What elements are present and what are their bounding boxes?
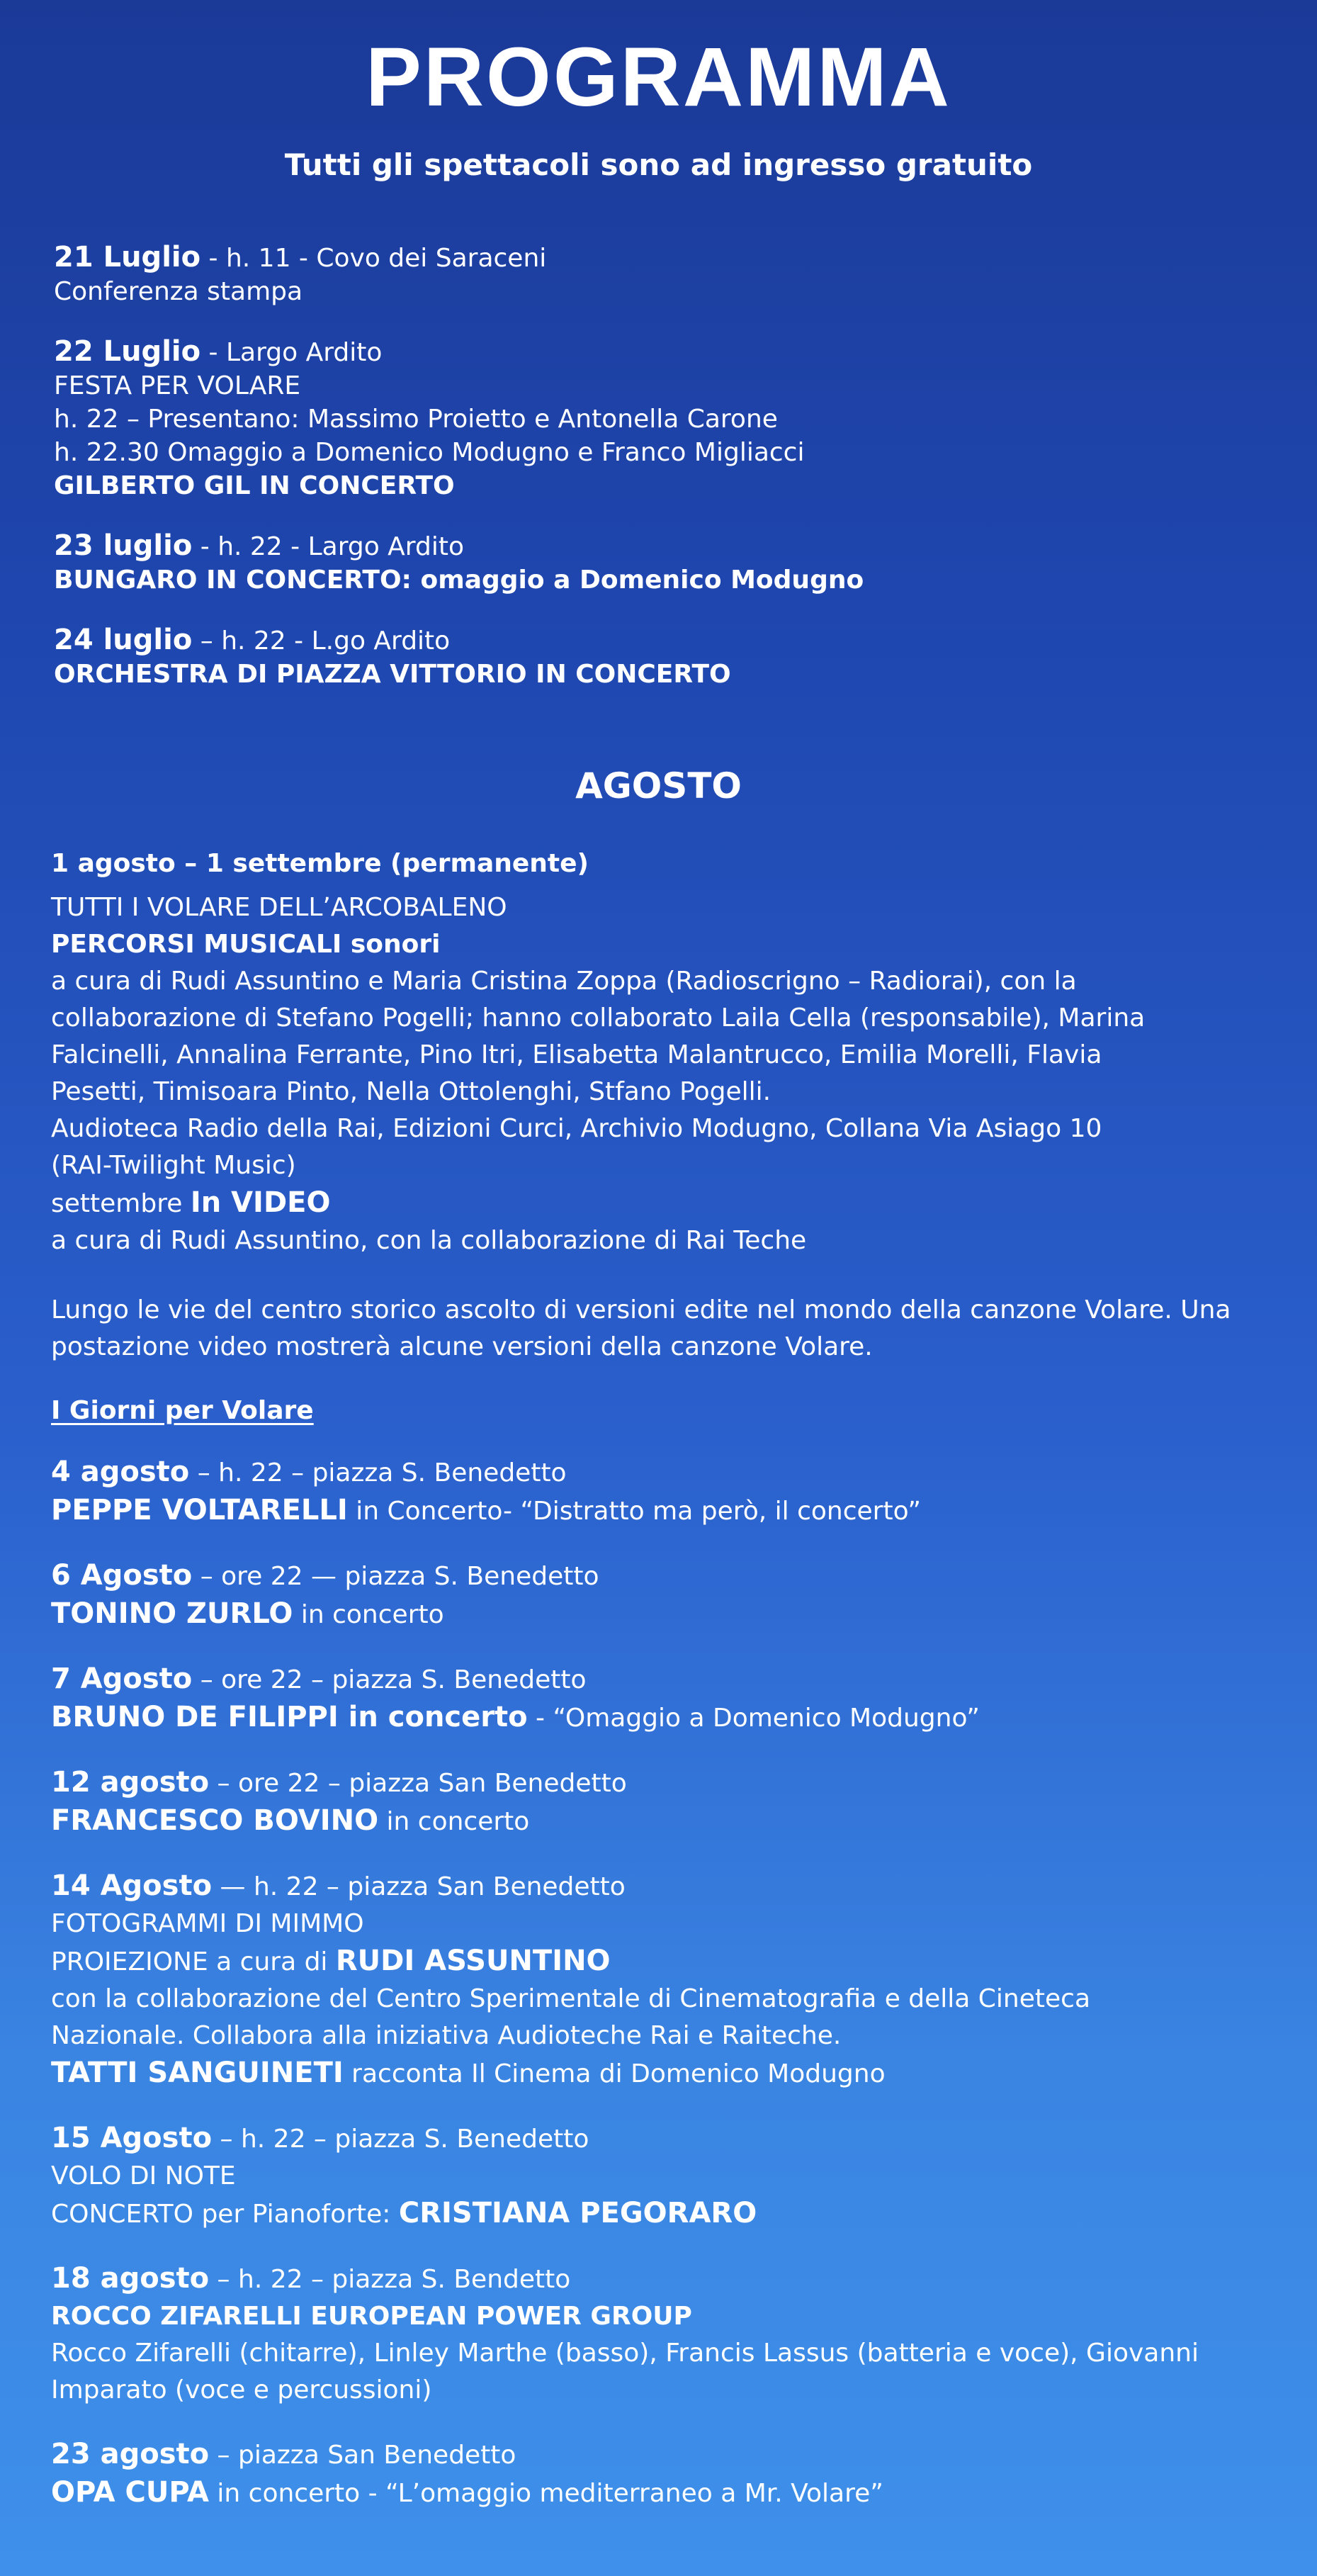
event-description: Nazionale. Collabora alla iniziativa Audioteche Rai e Raiteche.: [51, 2021, 842, 2050]
free-entry-subtitle: Tutti gli spettacoli sono ad ingresso gratuito: [284, 147, 1033, 182]
july-events: [54, 241, 1272, 718]
performer-name: FRANCESCO BOVINO: [51, 1804, 379, 1837]
event-date: 7 Agosto: [51, 1663, 193, 1695]
event-date: 12 agosto: [51, 1766, 210, 1799]
credits-line: a cura di Rudi Assuntino e Maria Cristina Zoppa (Radioscrigno – Radiorai), con la: [51, 967, 1077, 996]
event-info: — h. 22 – piazza San Benedetto: [212, 1872, 626, 1901]
august-heading: AGOSTO: [575, 765, 742, 806]
credits-line: Falcinelli, Annalina Ferrante, Pino Itri, Elisabetta Malantrucco, Emilia Morelli, Flavia: [51, 1040, 1102, 1069]
event-headline: BUNGARO IN CONCERTO: omaggio a Domenico Modugno: [54, 566, 864, 595]
event-info: – piazza San Benedetto: [209, 2441, 516, 2470]
description-line: postazione video mostrerà alcune versioni della canzone Volare.: [51, 1332, 873, 1361]
event-15-august: [51, 2120, 1277, 2233]
event-22-july: [54, 335, 1272, 502]
giorni-heading: I Giorni per Volare: [51, 1396, 314, 1425]
event-description: VOLO DI NOTE: [51, 2161, 236, 2190]
event-date: 22 Luglio: [54, 335, 201, 368]
video-month: settembre: [51, 1189, 191, 1218]
credits-line: Pesetti, Timisoara Pinto, Nella Ottolenghi, Stfano Pogelli.: [51, 1077, 771, 1106]
event-description: Imparato (voce e percussioni): [51, 2375, 432, 2405]
event-info: - h. 11 - Covo dei Saraceni: [200, 244, 547, 273]
credits-line: collaborazione di Stefano Pogelli; hanno collaborato Laila Cella (responsabile), Marina: [51, 1003, 1146, 1033]
event-date: 14 Agosto: [51, 1869, 213, 1902]
event-7-august: [51, 1660, 1277, 1737]
august-events: [51, 845, 1277, 2539]
event-date: 1 agosto – 1 settembre (permanente): [51, 849, 589, 878]
event-description: in concerto: [293, 1600, 444, 1629]
event-date: 15 Agosto: [51, 2122, 213, 2154]
event-6-august: [51, 1557, 1277, 1633]
event-date: 4 agosto: [51, 1456, 190, 1488]
event-info: – h. 22 – piazza S. Bendetto: [209, 2265, 571, 2294]
event-info: – ore 22 – piazza S. Benedetto: [192, 1665, 587, 1694]
performer-name: RUDI ASSUNTINO: [335, 1945, 611, 1977]
video-title: In VIDEO: [190, 1186, 331, 1219]
event-info: - Largo Ardito: [200, 338, 383, 367]
event-info: – h. 22 – piazza S. Benedetto: [189, 1458, 567, 1487]
event-date: 24 luglio: [54, 624, 193, 656]
event-24-july: [54, 624, 1272, 691]
event-23-august: [51, 2436, 1277, 2512]
performer-name: TONINO ZURLO: [51, 1597, 293, 1630]
performer-name: BRUNO DE FILIPPI in concerto: [51, 1701, 528, 1733]
exhibit-subtitle: PERCORSI MUSICALI sonori: [51, 930, 441, 959]
event-date: 21 Luglio: [54, 241, 201, 274]
event-description: PROIEZIONE a cura di: [51, 1947, 336, 1976]
description-line: Lungo le vie del centro storico ascolto di versioni edite nel mondo della canzone Volare. Una: [51, 1295, 1231, 1324]
page-title: PROGRAMMA: [366, 30, 951, 124]
exhibit-title: TUTTI I VOLARE DELL’ARCOBALENO: [51, 893, 507, 922]
event-description: - “Omaggio a Domenico Modugno”: [527, 1704, 980, 1733]
event-info: – h. 22 – piazza S. Benedetto: [212, 2125, 589, 2154]
event-description: Conferenza stampa: [54, 277, 303, 306]
event-info: – ore 22 – piazza San Benedetto: [209, 1769, 627, 1798]
performer-name: OPA CUPA: [51, 2476, 209, 2509]
event-23-july: [54, 529, 1272, 597]
event-description: FOTOGRAMMI DI MIMMO: [51, 1909, 364, 1938]
event-description: CONCERTO per Pianoforte:: [51, 2200, 399, 2229]
event-headline: ORCHESTRA DI PIAZZA VITTORIO IN CONCERTO: [54, 660, 731, 689]
event-description: racconta Il Cinema di Domenico Modugno: [343, 2059, 886, 2088]
performer-name: CRISTIANA PEGORARO: [398, 2197, 757, 2229]
performer-name: TATTI SANGUINETI: [51, 2057, 344, 2089]
credits-line: Audioteca Radio della Rai, Edizioni Curci, Archivio Modugno, Collana Via Asiago 10: [51, 1114, 1102, 1143]
event-description: in concerto - “L’omaggio mediterraneo a Mr. Volare”: [208, 2479, 883, 2508]
event-info: – h. 22 - L.go Ardito: [192, 626, 451, 656]
event-description: in concerto: [378, 1807, 530, 1836]
event-12-august: [51, 1764, 1277, 1840]
credits-line: (RAI-Twilight Music): [51, 1151, 296, 1180]
event-info: - h. 22 - Largo Ardito: [192, 532, 464, 561]
event-description: h. 22.30 Omaggio a Domenico Modugno e Franco Migliacci: [54, 438, 805, 467]
event-18-august: [51, 2260, 1277, 2409]
event-description: in Concerto- “Distratto ma però, il concerto”: [347, 1497, 921, 1526]
event-info: – ore 22 — piazza S. Benedetto: [192, 1562, 599, 1591]
performer-name: PEPPE VOLTARELLI: [51, 1494, 348, 1526]
event-14-august: [51, 1867, 1277, 2093]
event-description: Rocco Zifarelli (chitarre), Linley Marthe (basso), Francis Lassus (batteria e voce), Giovanni: [51, 2339, 1199, 2368]
event-date: 18 agosto: [51, 2262, 210, 2295]
event-date: 23 luglio: [54, 529, 193, 562]
event-description: h. 22 – Presentano: Massimo Proietto e Antonella Carone: [54, 405, 778, 434]
credits-line: a cura di Rudi Assuntino, con la collaborazione di Rai Teche: [51, 1226, 807, 1255]
event-description: con la collaborazione del Centro Sperimentale di Cinematografia e della Cineteca: [51, 1984, 1091, 2013]
event-date: 23 agosto: [51, 2438, 210, 2470]
event-21-july: [54, 241, 1272, 308]
event-description: FESTA PER VOLARE: [54, 371, 301, 400]
event-date: 6 Agosto: [51, 1559, 193, 1592]
performer-name: ROCCO ZIFARELLI EUROPEAN POWER GROUP: [51, 2302, 692, 2331]
event-permanent: [51, 845, 1277, 1366]
event-4-august: [51, 1453, 1277, 1530]
event-headline: GILBERTO GIL IN CONCERTO: [54, 471, 455, 500]
